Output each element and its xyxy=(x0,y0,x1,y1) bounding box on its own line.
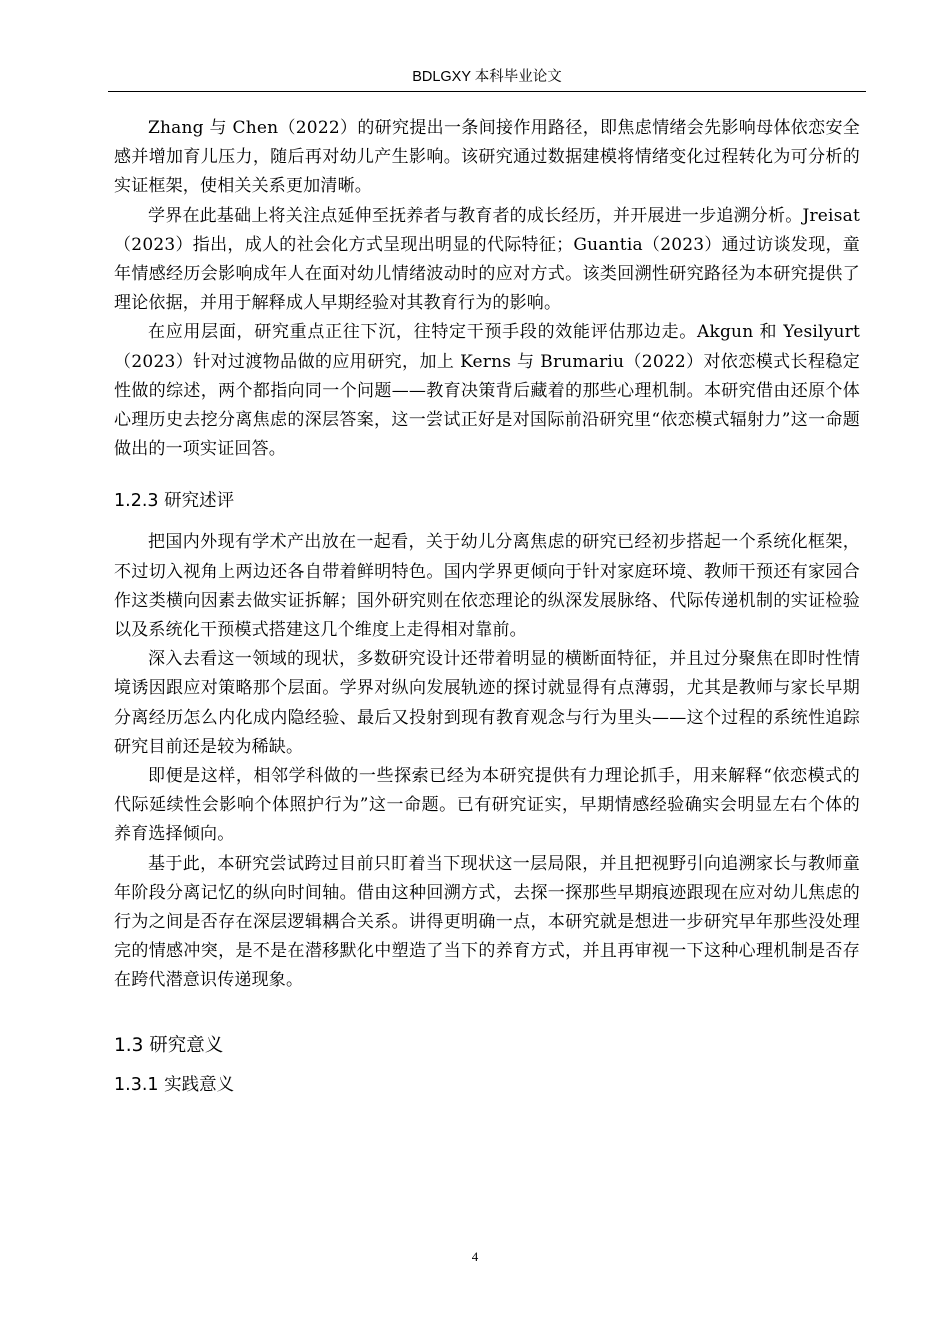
paragraph-jreisat-guantia: 学界在此基础上将关注点延伸至抚养者与教育者的成长经历，并开展进一步追溯分析。Jreisat（2023）指出，成人的社会化方式呈现出明显的代际特征；Guantia（2023）通过访谈发现，童年情感经历会影响成年人在面对幼儿情绪波动时的应对方式。该类回溯性研究路径为本研究提供了理论依据，并用于解释成人早期经验对其教育行为的影响。 xyxy=(114,205,860,314)
paragraph-review-adjacent: 即便是这样，相邻学科做的一些探索已经为本研究提供有力理论抓手，用来解释“依恋模式的代际延续性会影响个体照护行为”这一命题。已有研究证实，早期情感经验确实会明显左右个体的养育选择倾向。 xyxy=(114,766,860,845)
paragraph-review-overview: 把国内外现有学术产出放在一起看，关于幼儿分离焦虑的研究已经初步搭起一个系统化框架，不过切入视角上两边还各自带着鲜明特色。国内学界更倾向于针对家庭环境、教师干预还有家园合作这类横向因素去做实证拆解；国外研究则在依恋理论的纵深发展脉络、代际传递机制的实证检验以及系统化干预模式搭建这几个维度上走得相对靠前。 xyxy=(114,532,860,641)
section-heading-1-3-1: 1.3.1 实践意义 xyxy=(114,1074,235,1095)
paragraph-application-level: 在应用层面，研究重点正往下沉，往特定干预手段的效能评估那边走。Akgun 和 Yesilyurt（2023）针对过渡物品做的应用研究，加上 Kerns 与 Brumariu（2022）对依恋模式长程稳定性做的综述，两个都指向同一个问题——教育决策背后藏着的那些心理机制。本研究借由还原个体心理历史去挖分离焦虑的深层答案，这一尝试正好是对国际前沿研究里“依恋模式辐射力”这一命题做出的一项实证回答。 xyxy=(114,322,860,460)
page-header: BDLGXY 本科毕业论文 xyxy=(412,69,562,85)
section-heading-1-2-3: 1.2.3 研究述评 xyxy=(114,491,235,512)
paragraph-zhang-chen: Zhang 与 Chen（2022）的研究提出一条间接作用路径，即焦虑情绪会先影响母体依恋安全感并增加育儿压力，随后再对幼儿产生影响。该研究通过数据建模将情绪变化过程转化为可分析的实证框架，使相关关系更加清晰。 xyxy=(114,118,860,197)
paragraph-review-basis: 基于此，本研究尝试跨过目前只盯着当下现状这一层局限，并且把视野引向追溯家长与教师童年阶段分离记忆的纵向时间轴。借由这种回溯方式，去探一探那些早期痕迹跟现在应对幼儿焦虑的行为之间是否存在深层逻辑耦合关系。讲得更明确一点，本研究就是想进一步研究早年那些没处理完的情感冲突，是不是在潜移默化中塑造了当下的养育方式，并且再审视一下这种心理机制是否存在跨代潜意识传递现象。 xyxy=(114,853,860,991)
paragraph-review-status: 深入去看这一领域的现状，多数研究设计还带着明显的横断面特征，并且过分聚焦在即时性情境诱因跟应对策略那个层面。学界对纵向发展轨迹的探讨就显得有点薄弱，尤其是教师与家长早期分离经历怎么内化成内隐经验、最后又投射到现有教育观念与行为里头——这个过程的系统性追踪研究目前还是较为稀缺。 xyxy=(114,649,860,757)
document-body xyxy=(114,114,860,1098)
section-heading-1-3: 1.3 研究意义 xyxy=(114,1034,224,1056)
header-divider xyxy=(108,91,866,92)
page-number: 4 xyxy=(471,1249,479,1264)
